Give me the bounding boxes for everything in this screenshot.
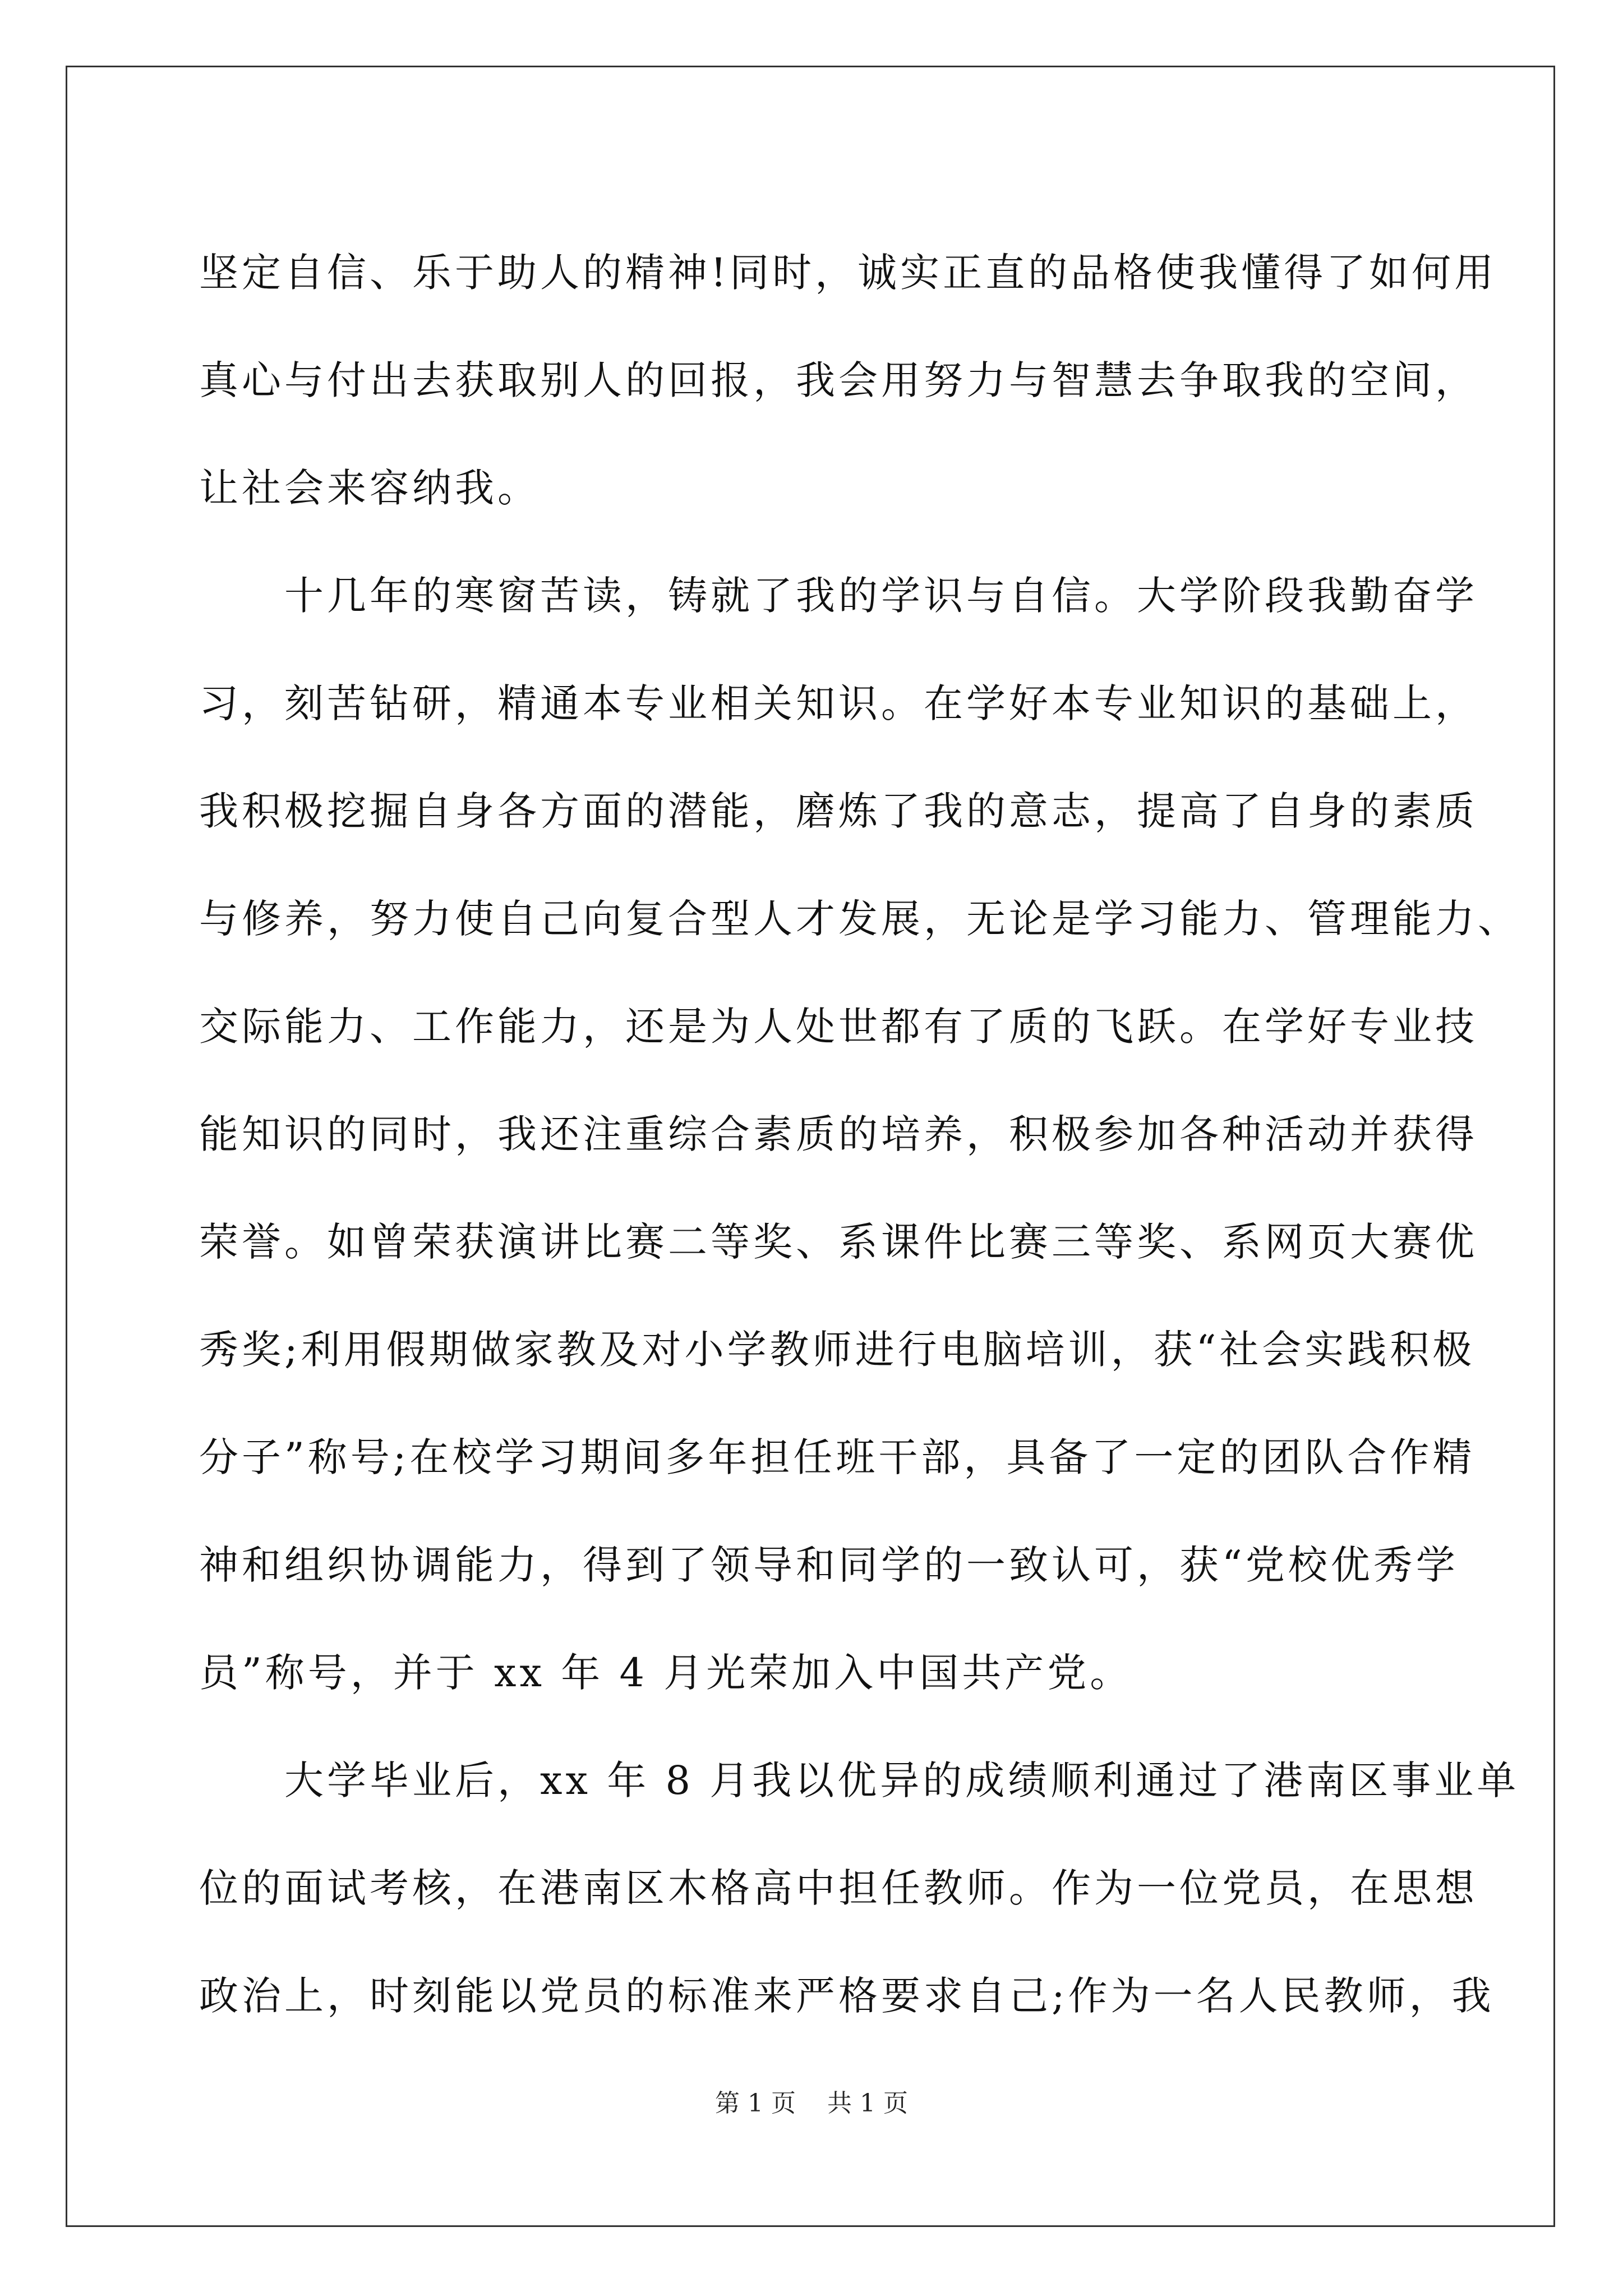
text-line-5: 习，刻苦钻研，精通本专业相关知识。在学好本专业知识的基础上， bbox=[199, 680, 1478, 726]
text-line-12: 分子”称号;在校学习期间多年担任班干部，具备了一定的团队合作精 bbox=[199, 1434, 1476, 1480]
text-line-17: 政治上，时刻能以党员的标准来严格要求自己;作为一名人民教师，我 bbox=[199, 1973, 1495, 2019]
text-line-11: 秀奖;利用假期做家教及对小学教师进行电脑培训，获“社会实践积极 bbox=[199, 1327, 1476, 1373]
text-line-6: 我积极挖掘自身各方面的潜能，磨炼了我的意志，提高了自身的素质 bbox=[199, 788, 1478, 834]
text-line-7: 与修养，努力使自己向复合型人才发展，无论是学习能力、管理能力、 bbox=[199, 896, 1520, 942]
text-line-16: 位的面试考核，在港南区木格高中担任教师。作为一位党员，在思想 bbox=[199, 1865, 1478, 1911]
text-line-4: 十几年的寒窗苦读，铸就了我的学识与自信。大学阶段我勤奋学 bbox=[199, 573, 1478, 619]
text-line-3: 让社会来容纳我。 bbox=[199, 465, 540, 511]
text-line-10: 荣誉。如曾荣获演讲比赛二等奖、系课件比赛三等奖、系网页大赛优 bbox=[199, 1219, 1478, 1265]
text-line-9: 能知识的同时，我还注重综合素质的培养，积极参加各种活动并获得 bbox=[199, 1111, 1478, 1157]
page-number: 第 1 页 bbox=[715, 2089, 796, 2118]
text-line-15: 大学毕业后，xx 年 8 月我以优异的成绩顺利通过了港南区事业单 bbox=[199, 1757, 1520, 1803]
text-line-2: 真心与付出去获取别人的回报，我会用努力与智慧去争取我的空间， bbox=[199, 357, 1478, 403]
text-line-8: 交际能力、工作能力，还是为人处世都有了质的飞跃。在学好专业技 bbox=[199, 1004, 1478, 1050]
page-footer bbox=[0, 2087, 1623, 2120]
text-line-13: 神和组织协调能力，得到了领导和同学的一致认可，获“党校优秀学 bbox=[199, 1542, 1459, 1588]
page-total: 共 1 页 bbox=[827, 2089, 908, 2118]
text-line-14: 员”称号，并于 xx 年 4 月光荣加入中国共产党。 bbox=[199, 1650, 1133, 1696]
document-body bbox=[199, 219, 1520, 2050]
text-line-1: 坚定自信、乐于助人的精神!同时，诚实正直的品格使我懂得了如何用 bbox=[199, 250, 1497, 296]
